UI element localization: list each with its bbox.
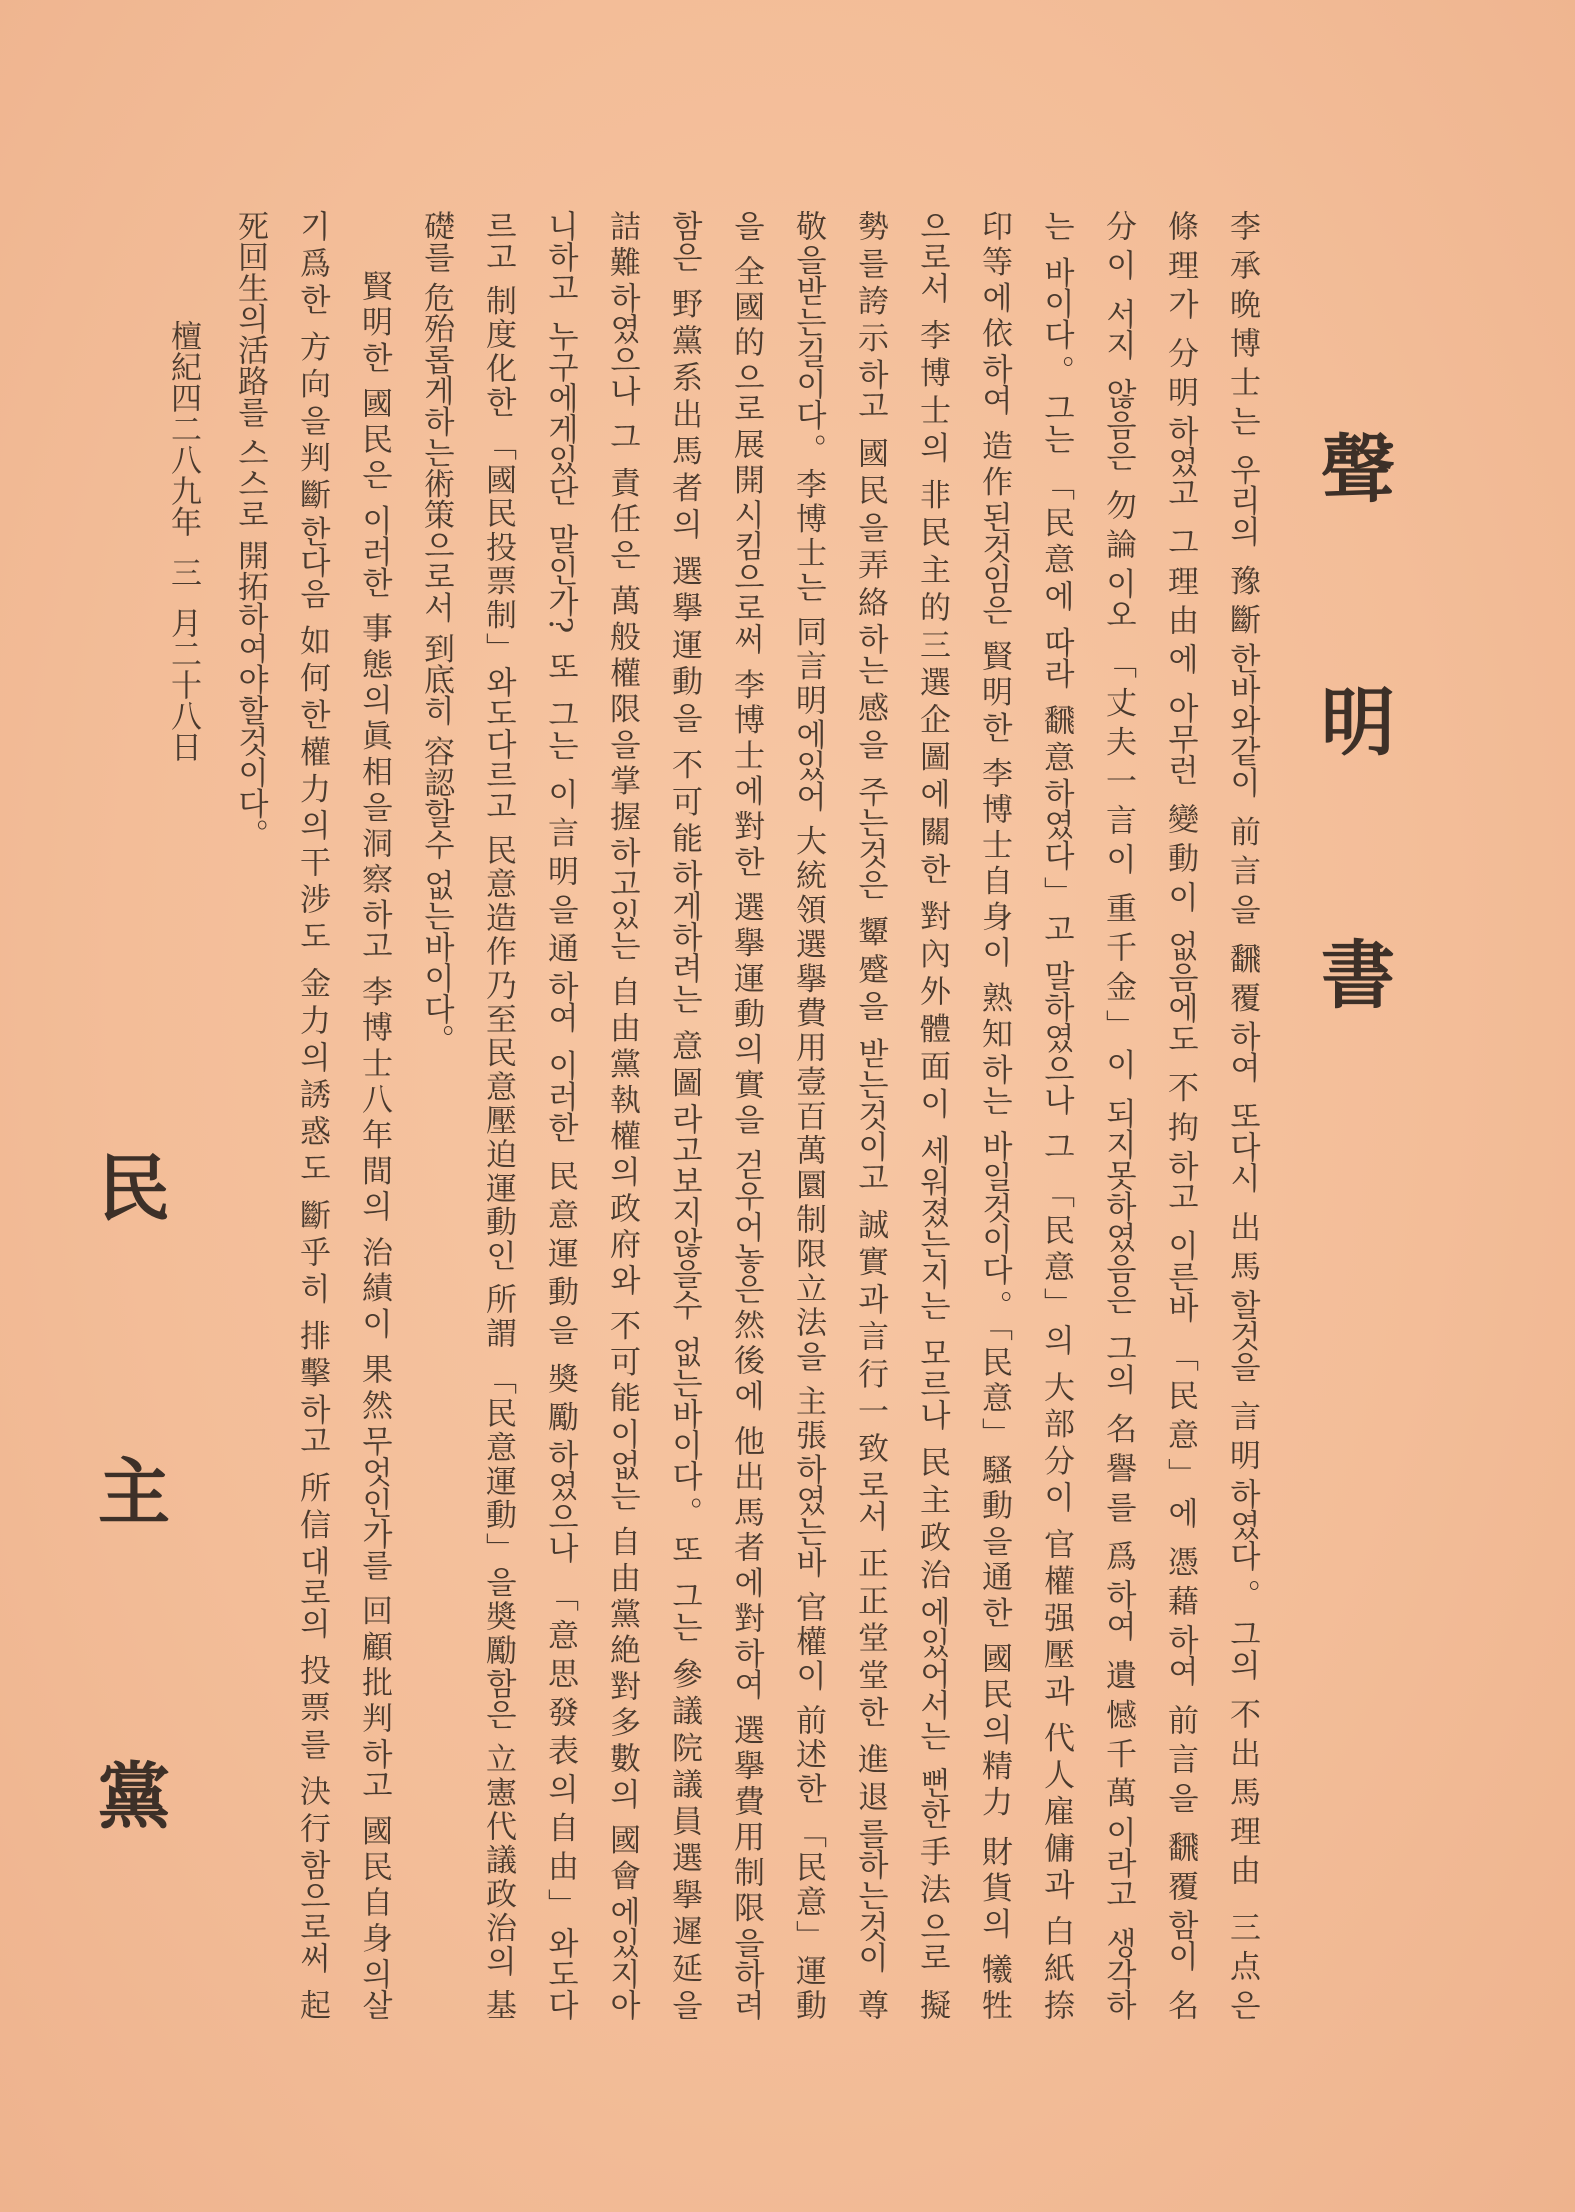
body-column: 詰難하였으나 그 責任은 萬般權限을掌握하고있는 自由黨執權의政府와 不可能이없는 自由黨絶對多數의 國會에있지아 bbox=[604, 210, 640, 2020]
body-column: 印等에依하여 造作된것임은 賢明한 李博士自身이 熟知하는 바일것이다。「民意」騷動을通한 國民의精力 財貨의 犧牲 bbox=[976, 210, 1012, 2020]
body-column: 賢明한 國民은 이러한 事態의眞相을洞察하고 李博士八年間의 治績이 果然무엇인가를 回顧批判하고 國民自身의살 bbox=[356, 270, 392, 2020]
document-title: 聲明書 bbox=[1309, 430, 1395, 1010]
body-column: 으로서 李博士의 非民主的三選企圖에關한 對內外體面이 세워졌는지는 모르나 民主政治에있어서는 뻔한手法으로 擬 bbox=[914, 210, 950, 2020]
body-column: 礎를 危殆롭게하는術策으로서 到底히 容認할수 없는바이다。 bbox=[418, 210, 454, 1056]
body-column: 分이 서지 않음은 勿論이오 「丈夫一言이 重千金」이 되지못하였음은 그의 名譽를 爲하여 遺憾千萬이라고 생각하 bbox=[1100, 210, 1136, 2020]
body-column: 李承晩博士는 우리의 豫斷한바와같이 前言을 飜覆하여 또다시 出馬할것을 言明하였다。그의 不出馬理由 三点은 bbox=[1224, 210, 1260, 2020]
body-column: 을 全國的으로展開시킴으로써 李博士에對한 選擧運動의實을 걷우어놓은然後에 他出馬者에對하여 選擧費用制限을하려 bbox=[728, 210, 764, 2020]
body-column: 기爲한 方向을判斷한다음 如何한權力의干涉도 金力의誘惑도 斷乎히 排擊하고 所信대로의 投票를 決行함으로써 起 bbox=[294, 210, 330, 2020]
body-column: 함은 野黨系出馬者의 選擧運動을 不可能하게하려는 意圖라고보지않을수 없는바이다。또 그는 參議院議員選擧遲延을 bbox=[666, 210, 702, 2020]
body-column: 條理가 分明하였고 그理由에 아무런 變動이 없음에도 不拘하고 이른바 「民意」에 憑藉하여 前言을 飜覆함이 名 bbox=[1162, 210, 1198, 2020]
signature-party-name: 民主黨 bbox=[86, 1150, 171, 1830]
body-column: 死回生의活路를 스스로 開拓하여야할것이다。 bbox=[232, 210, 268, 850]
body-column: 니하고 누구에게있단 말인가? 또 그는 이言明을通하여 이러한 民意運動을 奬勵하였으나 「意思發表의自由」와도다 bbox=[542, 210, 578, 2020]
body-column: 르고 制度化한 「國民投票制」와도다르고 民意造作乃至民意壓迫運動인 所謂 「民意運動」을奬勵함은 立憲代議政治의 基 bbox=[480, 210, 516, 2020]
document-date: 檀紀四二八九年 三 月二十八日 bbox=[165, 320, 201, 763]
body-column: 勢를誇示하고 國民을弄絡하는感을 주는것은 顰蹙을 받는것이고 誠實과言行一致로서 正正堂堂한 進退를하는것이 尊 bbox=[852, 210, 888, 2020]
body-column: 는 바이다。그는 「民意에 따라 飜意하였다」고 말하였으나 그 「民意」의 大部分이 官權强壓과 代人雇傭과 白紙捺 bbox=[1038, 210, 1074, 2020]
body-column: 敬을받는길이다。李博士는 同言明에있어 大統領選擧費用壹百萬圜制限立法을 主張하였는바 官權이 前述한 「民意」運動 bbox=[790, 210, 826, 2020]
